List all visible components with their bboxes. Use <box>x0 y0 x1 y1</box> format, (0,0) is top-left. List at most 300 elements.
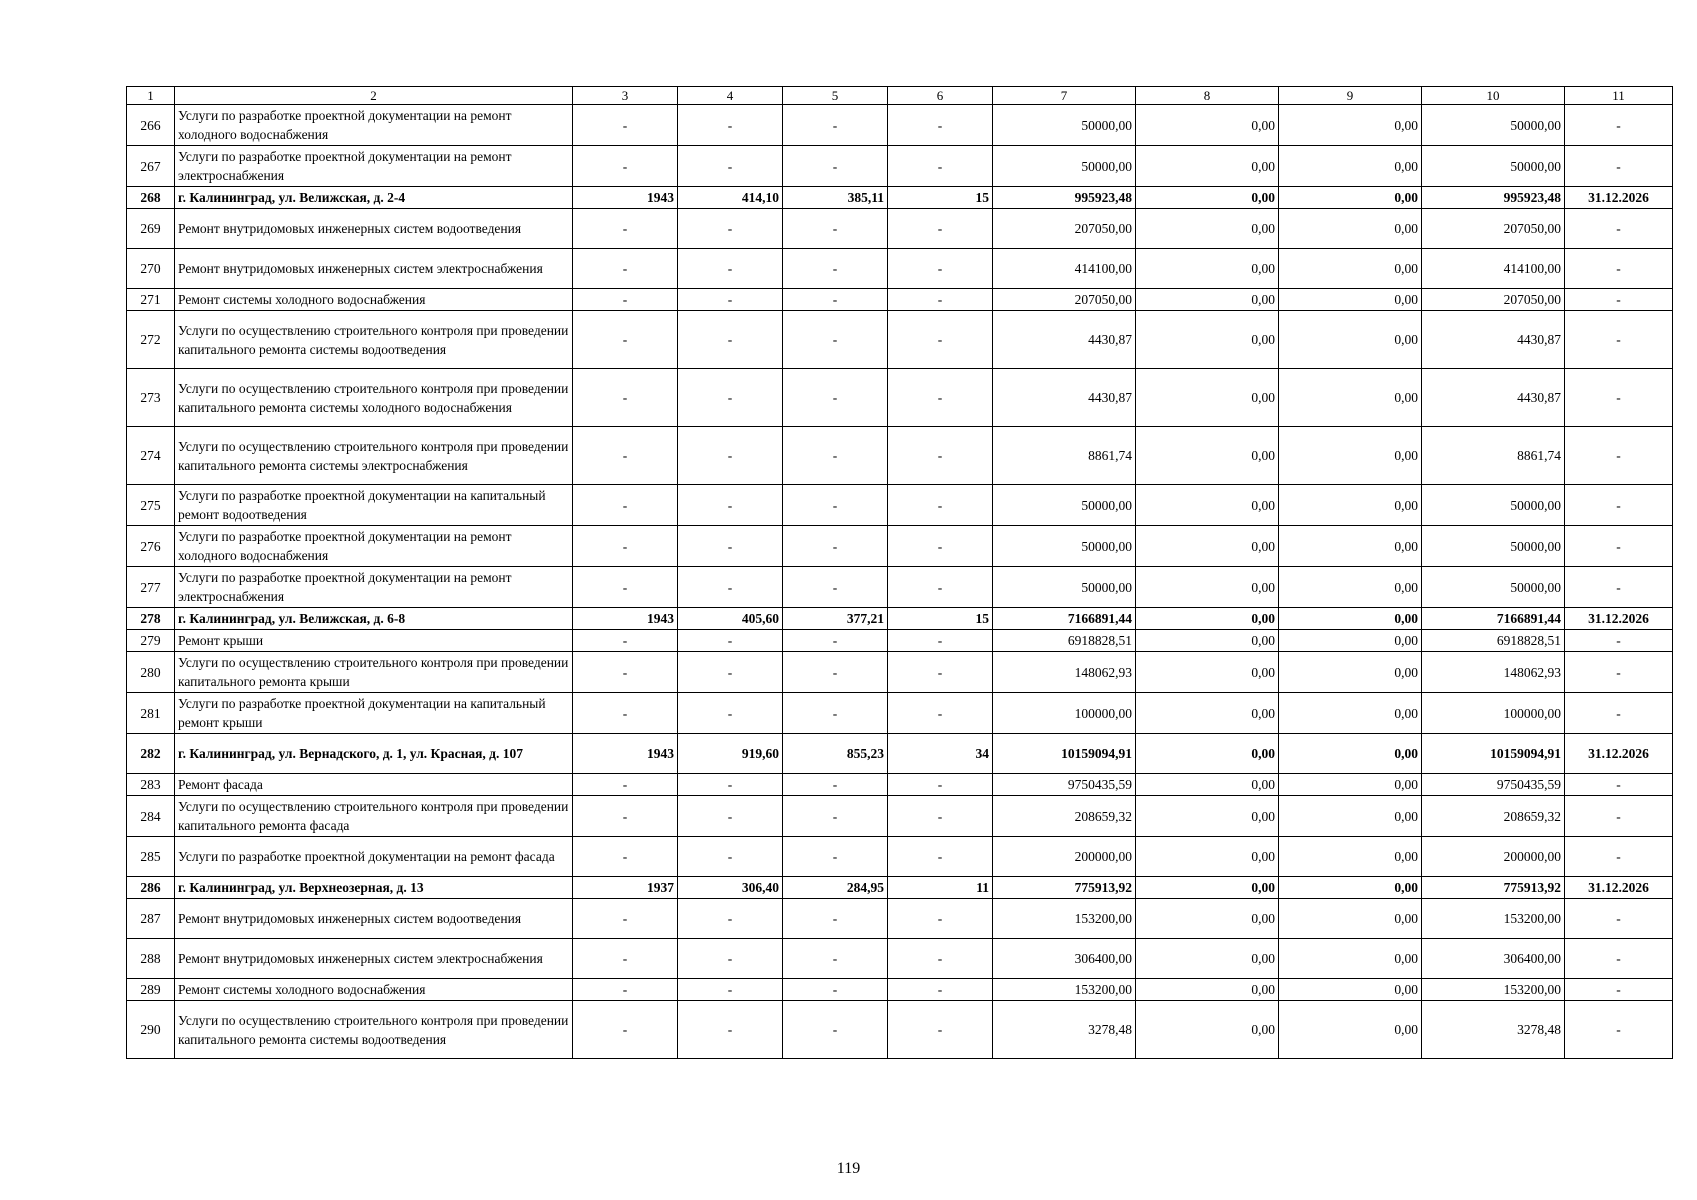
total-cost-cell: 50000,00 <box>993 105 1136 146</box>
owner-funds-cell: 50000,00 <box>1422 567 1565 608</box>
owner-funds-cell: 6918828,51 <box>1422 630 1565 652</box>
total-cost-cell: 148062,93 <box>993 652 1136 693</box>
total-cost-cell: 10159094,91 <box>993 734 1136 774</box>
row-number-cell: 284 <box>127 796 175 837</box>
federal-funds-cell: 0,00 <box>1136 630 1279 652</box>
owner-funds-cell: 153200,00 <box>1422 979 1565 1001</box>
owner-funds-cell: 50000,00 <box>1422 526 1565 567</box>
total-cost-cell: 50000,00 <box>993 146 1136 187</box>
regional-funds-cell: 0,00 <box>1279 693 1422 734</box>
year-cell: - <box>573 899 678 939</box>
header-cell: 10 <box>1422 87 1565 105</box>
residents-cell: - <box>888 652 993 693</box>
total-area-cell: - <box>678 899 783 939</box>
living-area-cell: 855,23 <box>783 734 888 774</box>
work-description-cell: Услуги по осуществлению строительного контроля при проведении капитального ремонта фасада <box>175 796 573 837</box>
residents-cell: - <box>888 146 993 187</box>
work-item-row <box>127 1001 1673 1059</box>
owner-funds-cell: 207050,00 <box>1422 289 1565 311</box>
residents-cell: - <box>888 369 993 427</box>
completion-date-cell: 31.12.2026 <box>1565 187 1673 209</box>
work-item-row <box>127 837 1673 877</box>
work-description-cell: г. Калининград, ул. Велижская, д. 6-8 <box>175 608 573 630</box>
total-area-cell: - <box>678 369 783 427</box>
year-cell: 1943 <box>573 734 678 774</box>
year-cell: - <box>573 146 678 187</box>
owner-funds-cell: 148062,93 <box>1422 652 1565 693</box>
total-area-cell: 919,60 <box>678 734 783 774</box>
regional-funds-cell: 0,00 <box>1279 734 1422 774</box>
total-area-cell: - <box>678 249 783 289</box>
total-area-cell: - <box>678 427 783 485</box>
capital-repair-table <box>126 86 1673 1059</box>
completion-date-cell: - <box>1565 427 1673 485</box>
year-cell: - <box>573 427 678 485</box>
regional-funds-cell: 0,00 <box>1279 939 1422 979</box>
completion-date-cell: - <box>1565 526 1673 567</box>
year-cell: - <box>573 837 678 877</box>
total-cost-cell: 207050,00 <box>993 289 1136 311</box>
federal-funds-cell: 0,00 <box>1136 526 1279 567</box>
residents-cell: - <box>888 939 993 979</box>
work-item-row <box>127 311 1673 369</box>
regional-funds-cell: 0,00 <box>1279 369 1422 427</box>
owner-funds-cell: 50000,00 <box>1422 105 1565 146</box>
living-area-cell: - <box>783 311 888 369</box>
row-number-cell: 273 <box>127 369 175 427</box>
completion-date-cell: - <box>1565 369 1673 427</box>
row-number-cell: 289 <box>127 979 175 1001</box>
living-area-cell: - <box>783 796 888 837</box>
work-description-cell: Ремонт крыши <box>175 630 573 652</box>
work-item-row <box>127 369 1673 427</box>
work-description-cell: Услуги по осуществлению строительного контроля при проведении капитального ремонта системы водоотведения <box>175 311 573 369</box>
work-item-row <box>127 209 1673 249</box>
total-cost-cell: 775913,92 <box>993 877 1136 899</box>
regional-funds-cell: 0,00 <box>1279 209 1422 249</box>
total-cost-cell: 207050,00 <box>993 209 1136 249</box>
total-cost-cell: 9750435,59 <box>993 774 1136 796</box>
owner-funds-cell: 306400,00 <box>1422 939 1565 979</box>
regional-funds-cell: 0,00 <box>1279 311 1422 369</box>
year-cell: 1937 <box>573 877 678 899</box>
completion-date-cell: 31.12.2026 <box>1565 734 1673 774</box>
header-cell: 2 <box>175 87 573 105</box>
work-description-cell: Услуги по разработке проектной документации на ремонт холодного водоснабжения <box>175 526 573 567</box>
federal-funds-cell: 0,00 <box>1136 939 1279 979</box>
year-cell: - <box>573 369 678 427</box>
regional-funds-cell: 0,00 <box>1279 979 1422 1001</box>
total-area-cell: - <box>678 652 783 693</box>
owner-funds-cell: 50000,00 <box>1422 146 1565 187</box>
work-item-row <box>127 693 1673 734</box>
total-cost-cell: 153200,00 <box>993 979 1136 1001</box>
federal-funds-cell: 0,00 <box>1136 899 1279 939</box>
total-area-cell: - <box>678 526 783 567</box>
row-number-cell: 278 <box>127 608 175 630</box>
row-number-cell: 276 <box>127 526 175 567</box>
federal-funds-cell: 0,00 <box>1136 485 1279 526</box>
year-cell: - <box>573 311 678 369</box>
work-item-row <box>127 939 1673 979</box>
row-number-cell: 282 <box>127 734 175 774</box>
regional-funds-cell: 0,00 <box>1279 289 1422 311</box>
header-cell: 4 <box>678 87 783 105</box>
federal-funds-cell: 0,00 <box>1136 608 1279 630</box>
total-area-cell: - <box>678 289 783 311</box>
total-area-cell: - <box>678 774 783 796</box>
owner-funds-cell: 7166891,44 <box>1422 608 1565 630</box>
year-cell: - <box>573 249 678 289</box>
owner-funds-cell: 207050,00 <box>1422 209 1565 249</box>
living-area-cell: 385,11 <box>783 187 888 209</box>
residents-cell: - <box>888 427 993 485</box>
federal-funds-cell: 0,00 <box>1136 979 1279 1001</box>
owner-funds-cell: 100000,00 <box>1422 693 1565 734</box>
living-area-cell: - <box>783 979 888 1001</box>
completion-date-cell: - <box>1565 289 1673 311</box>
address-row <box>127 877 1673 899</box>
row-number-cell: 270 <box>127 249 175 289</box>
owner-funds-cell: 200000,00 <box>1422 837 1565 877</box>
residents-cell: - <box>888 311 993 369</box>
owner-funds-cell: 153200,00 <box>1422 899 1565 939</box>
residents-cell: 15 <box>888 187 993 209</box>
work-item-row <box>127 526 1673 567</box>
owner-funds-cell: 775913,92 <box>1422 877 1565 899</box>
completion-date-cell: - <box>1565 1001 1673 1059</box>
living-area-cell: - <box>783 289 888 311</box>
regional-funds-cell: 0,00 <box>1279 526 1422 567</box>
year-cell: - <box>573 1001 678 1059</box>
total-cost-cell: 100000,00 <box>993 693 1136 734</box>
living-area-cell: - <box>783 567 888 608</box>
year-cell: 1943 <box>573 608 678 630</box>
row-number-cell: 285 <box>127 837 175 877</box>
total-cost-cell: 8861,74 <box>993 427 1136 485</box>
total-area-cell: - <box>678 209 783 249</box>
federal-funds-cell: 0,00 <box>1136 796 1279 837</box>
completion-date-cell: - <box>1565 837 1673 877</box>
residents-cell: - <box>888 526 993 567</box>
work-description-cell: Ремонт внутридомовых инженерных систем электроснабжения <box>175 249 573 289</box>
total-cost-cell: 200000,00 <box>993 837 1136 877</box>
row-number-cell: 283 <box>127 774 175 796</box>
regional-funds-cell: 0,00 <box>1279 652 1422 693</box>
work-item-row <box>127 427 1673 485</box>
header-cell: 9 <box>1279 87 1422 105</box>
total-cost-cell: 50000,00 <box>993 526 1136 567</box>
living-area-cell: - <box>783 209 888 249</box>
work-item-row <box>127 796 1673 837</box>
regional-funds-cell: 0,00 <box>1279 146 1422 187</box>
row-number-cell: 287 <box>127 899 175 939</box>
total-area-cell: - <box>678 837 783 877</box>
total-cost-cell: 3278,48 <box>993 1001 1136 1059</box>
work-description-cell: Ремонт системы холодного водоснабжения <box>175 979 573 1001</box>
residents-cell: - <box>888 837 993 877</box>
regional-funds-cell: 0,00 <box>1279 877 1422 899</box>
total-cost-cell: 153200,00 <box>993 899 1136 939</box>
work-description-cell: Услуги по разработке проектной документации на капитальный ремонт крыши <box>175 693 573 734</box>
total-cost-cell: 4430,87 <box>993 311 1136 369</box>
total-cost-cell: 208659,32 <box>993 796 1136 837</box>
work-item-row <box>127 979 1673 1001</box>
regional-funds-cell: 0,00 <box>1279 774 1422 796</box>
work-description-cell: г. Калининград, ул. Вернадского, д. 1, ул. Красная, д. 107 <box>175 734 573 774</box>
completion-date-cell: 31.12.2026 <box>1565 608 1673 630</box>
federal-funds-cell: 0,00 <box>1136 105 1279 146</box>
living-area-cell: - <box>783 105 888 146</box>
address-row <box>127 187 1673 209</box>
completion-date-cell: - <box>1565 567 1673 608</box>
federal-funds-cell: 0,00 <box>1136 877 1279 899</box>
work-description-cell: Услуги по разработке проектной документации на капитальный ремонт водоотведения <box>175 485 573 526</box>
residents-cell: - <box>888 209 993 249</box>
federal-funds-cell: 0,00 <box>1136 427 1279 485</box>
completion-date-cell: - <box>1565 899 1673 939</box>
federal-funds-cell: 0,00 <box>1136 249 1279 289</box>
total-cost-cell: 4430,87 <box>993 369 1136 427</box>
address-row <box>127 608 1673 630</box>
total-area-cell: - <box>678 485 783 526</box>
owner-funds-cell: 50000,00 <box>1422 485 1565 526</box>
federal-funds-cell: 0,00 <box>1136 734 1279 774</box>
regional-funds-cell: 0,00 <box>1279 105 1422 146</box>
row-number-cell: 277 <box>127 567 175 608</box>
federal-funds-cell: 0,00 <box>1136 209 1279 249</box>
total-area-cell: - <box>678 105 783 146</box>
regional-funds-cell: 0,00 <box>1279 608 1422 630</box>
owner-funds-cell: 3278,48 <box>1422 1001 1565 1059</box>
work-item-row <box>127 289 1673 311</box>
column-number-header-row <box>127 87 1673 105</box>
regional-funds-cell: 0,00 <box>1279 899 1422 939</box>
residents-cell: - <box>888 105 993 146</box>
total-area-cell: 405,60 <box>678 608 783 630</box>
federal-funds-cell: 0,00 <box>1136 146 1279 187</box>
year-cell: - <box>573 485 678 526</box>
work-description-cell: Услуги по разработке проектной документации на ремонт электроснабжения <box>175 146 573 187</box>
header-cell: 6 <box>888 87 993 105</box>
total-area-cell: - <box>678 567 783 608</box>
residents-cell: - <box>888 1001 993 1059</box>
row-number-cell: 279 <box>127 630 175 652</box>
work-description-cell: Услуги по осуществлению строительного контроля при проведении капитального ремонта системы электроснабжения <box>175 427 573 485</box>
row-number-cell: 290 <box>127 1001 175 1059</box>
header-cell: 3 <box>573 87 678 105</box>
work-description-cell: Ремонт внутридомовых инженерных систем электроснабжения <box>175 939 573 979</box>
completion-date-cell: - <box>1565 249 1673 289</box>
owner-funds-cell: 4430,87 <box>1422 369 1565 427</box>
work-item-row <box>127 146 1673 187</box>
completion-date-cell: - <box>1565 630 1673 652</box>
regional-funds-cell: 0,00 <box>1279 187 1422 209</box>
regional-funds-cell: 0,00 <box>1279 630 1422 652</box>
row-number-cell: 269 <box>127 209 175 249</box>
year-cell: - <box>573 567 678 608</box>
living-area-cell: - <box>783 1001 888 1059</box>
living-area-cell: - <box>783 837 888 877</box>
work-description-cell: Услуги по осуществлению строительного контроля при проведении капитального ремонта крыши <box>175 652 573 693</box>
completion-date-cell: - <box>1565 693 1673 734</box>
work-description-cell: Услуги по осуществлению строительного контроля при проведении капитального ремонта системы водоотведения <box>175 1001 573 1059</box>
completion-date-cell: - <box>1565 146 1673 187</box>
federal-funds-cell: 0,00 <box>1136 774 1279 796</box>
living-area-cell: - <box>783 939 888 979</box>
year-cell: - <box>573 630 678 652</box>
row-number-cell: 267 <box>127 146 175 187</box>
completion-date-cell: - <box>1565 209 1673 249</box>
work-item-row <box>127 105 1673 146</box>
regional-funds-cell: 0,00 <box>1279 837 1422 877</box>
residents-cell: - <box>888 979 993 1001</box>
owner-funds-cell: 4430,87 <box>1422 311 1565 369</box>
year-cell: - <box>573 526 678 567</box>
work-item-row <box>127 652 1673 693</box>
row-number-cell: 268 <box>127 187 175 209</box>
residents-cell: - <box>888 796 993 837</box>
year-cell: - <box>573 979 678 1001</box>
residents-cell: 15 <box>888 608 993 630</box>
federal-funds-cell: 0,00 <box>1136 652 1279 693</box>
living-area-cell: - <box>783 427 888 485</box>
work-description-cell: г. Калининград, ул. Верхнеозерная, д. 13 <box>175 877 573 899</box>
row-number-cell: 288 <box>127 939 175 979</box>
completion-date-cell: - <box>1565 774 1673 796</box>
header-cell: 11 <box>1565 87 1673 105</box>
year-cell: 1943 <box>573 187 678 209</box>
living-area-cell: - <box>783 630 888 652</box>
header-cell: 1 <box>127 87 175 105</box>
completion-date-cell: - <box>1565 652 1673 693</box>
living-area-cell: - <box>783 693 888 734</box>
residents-cell: - <box>888 249 993 289</box>
residents-cell: - <box>888 774 993 796</box>
address-row <box>127 734 1673 774</box>
total-cost-cell: 306400,00 <box>993 939 1136 979</box>
total-area-cell: - <box>678 979 783 1001</box>
total-area-cell: - <box>678 1001 783 1059</box>
total-area-cell: - <box>678 311 783 369</box>
completion-date-cell: - <box>1565 105 1673 146</box>
work-item-row <box>127 567 1673 608</box>
completion-date-cell: - <box>1565 311 1673 369</box>
year-cell: - <box>573 105 678 146</box>
living-area-cell: 284,95 <box>783 877 888 899</box>
residents-cell: - <box>888 899 993 939</box>
work-item-row <box>127 899 1673 939</box>
federal-funds-cell: 0,00 <box>1136 837 1279 877</box>
living-area-cell: 377,21 <box>783 608 888 630</box>
living-area-cell: - <box>783 652 888 693</box>
residents-cell: 34 <box>888 734 993 774</box>
regional-funds-cell: 0,00 <box>1279 1001 1422 1059</box>
header-cell: 5 <box>783 87 888 105</box>
regional-funds-cell: 0,00 <box>1279 567 1422 608</box>
total-cost-cell: 7166891,44 <box>993 608 1136 630</box>
work-item-row <box>127 630 1673 652</box>
federal-funds-cell: 0,00 <box>1136 693 1279 734</box>
row-number-cell: 271 <box>127 289 175 311</box>
page-number: 119 <box>836 1160 861 1177</box>
residents-cell: - <box>888 485 993 526</box>
table-body <box>127 87 1673 1059</box>
total-area-cell: - <box>678 939 783 979</box>
row-number-cell: 286 <box>127 877 175 899</box>
work-description-cell: Ремонт системы холодного водоснабжения <box>175 289 573 311</box>
row-number-cell: 274 <box>127 427 175 485</box>
regional-funds-cell: 0,00 <box>1279 796 1422 837</box>
regional-funds-cell: 0,00 <box>1279 249 1422 289</box>
row-number-cell: 275 <box>127 485 175 526</box>
work-description-cell: Ремонт внутридомовых инженерных систем водоотведения <box>175 899 573 939</box>
work-item-row <box>127 249 1673 289</box>
residents-cell: - <box>888 289 993 311</box>
row-number-cell: 272 <box>127 311 175 369</box>
federal-funds-cell: 0,00 <box>1136 567 1279 608</box>
total-cost-cell: 995923,48 <box>993 187 1136 209</box>
total-area-cell: 414,10 <box>678 187 783 209</box>
federal-funds-cell: 0,00 <box>1136 311 1279 369</box>
work-description-cell: Услуги по разработке проектной документации на ремонт холодного водоснабжения <box>175 105 573 146</box>
work-description-cell: г. Калининград, ул. Велижская, д. 2-4 <box>175 187 573 209</box>
regional-funds-cell: 0,00 <box>1279 485 1422 526</box>
total-area-cell: 306,40 <box>678 877 783 899</box>
living-area-cell: - <box>783 146 888 187</box>
federal-funds-cell: 0,00 <box>1136 289 1279 311</box>
total-cost-cell: 414100,00 <box>993 249 1136 289</box>
row-number-cell: 266 <box>127 105 175 146</box>
total-area-cell: - <box>678 630 783 652</box>
work-description-cell: Услуги по разработке проектной документации на ремонт фасада <box>175 837 573 877</box>
owner-funds-cell: 10159094,91 <box>1422 734 1565 774</box>
year-cell: - <box>573 939 678 979</box>
federal-funds-cell: 0,00 <box>1136 187 1279 209</box>
completion-date-cell: 31.12.2026 <box>1565 877 1673 899</box>
work-description-cell: Услуги по осуществлению строительного контроля при проведении капитального ремонта системы холодного водоснабжения <box>175 369 573 427</box>
work-item-row <box>127 774 1673 796</box>
owner-funds-cell: 9750435,59 <box>1422 774 1565 796</box>
living-area-cell: - <box>783 369 888 427</box>
total-cost-cell: 50000,00 <box>993 485 1136 526</box>
total-cost-cell: 50000,00 <box>993 567 1136 608</box>
living-area-cell: - <box>783 774 888 796</box>
year-cell: - <box>573 796 678 837</box>
living-area-cell: - <box>783 526 888 567</box>
row-number-cell: 281 <box>127 693 175 734</box>
header-cell: 8 <box>1136 87 1279 105</box>
year-cell: - <box>573 289 678 311</box>
owner-funds-cell: 208659,32 <box>1422 796 1565 837</box>
residents-cell: - <box>888 693 993 734</box>
total-cost-cell: 6918828,51 <box>993 630 1136 652</box>
total-area-cell: - <box>678 693 783 734</box>
federal-funds-cell: 0,00 <box>1136 1001 1279 1059</box>
living-area-cell: - <box>783 485 888 526</box>
work-item-row <box>127 485 1673 526</box>
regional-funds-cell: 0,00 <box>1279 427 1422 485</box>
year-cell: - <box>573 652 678 693</box>
work-description-cell: Ремонт внутридомовых инженерных систем водоотведения <box>175 209 573 249</box>
residents-cell: - <box>888 567 993 608</box>
header-cell: 7 <box>993 87 1136 105</box>
total-area-cell: - <box>678 796 783 837</box>
completion-date-cell: - <box>1565 796 1673 837</box>
completion-date-cell: - <box>1565 939 1673 979</box>
year-cell: - <box>573 209 678 249</box>
row-number-cell: 280 <box>127 652 175 693</box>
